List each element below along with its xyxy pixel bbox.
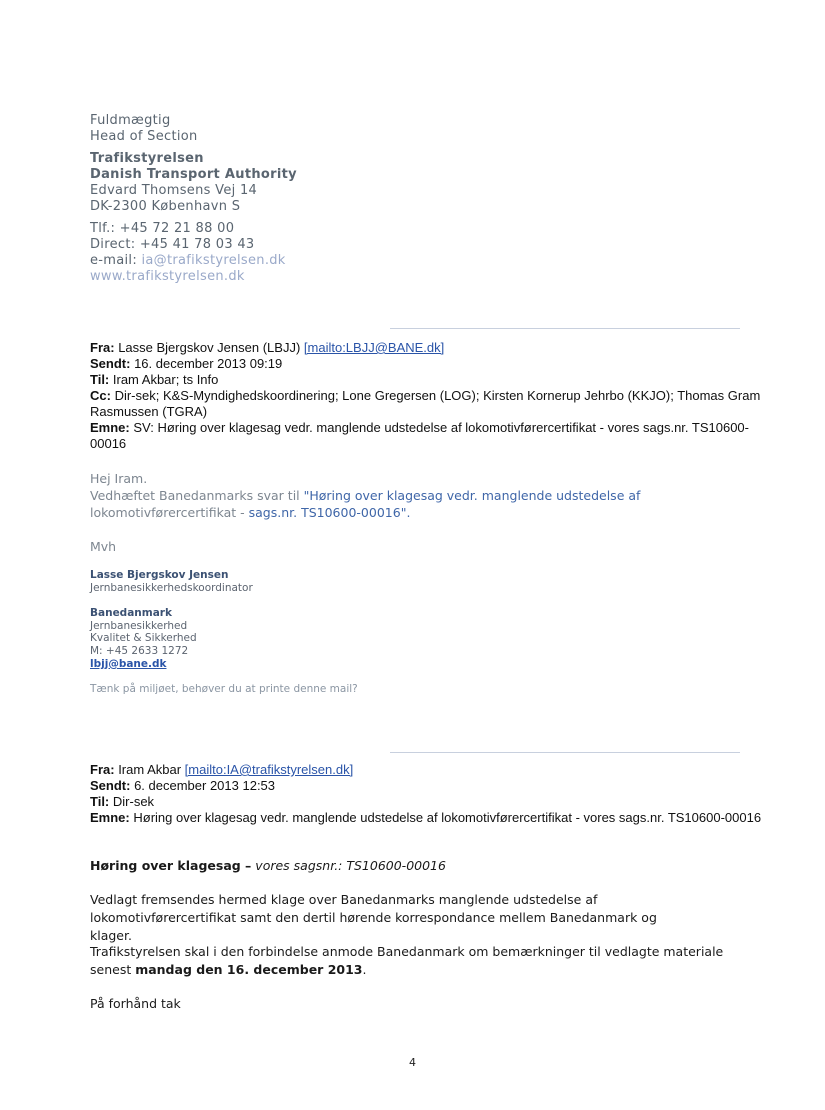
email1-from: Lasse Bjergskov Jensen (LBJJ) xyxy=(118,340,301,355)
email1-text-c: lokomotivførercertifikat - xyxy=(90,505,249,520)
bd-sig-mobile: M: +45 2633 1272 xyxy=(90,644,189,657)
email2-subject-label: Emne: xyxy=(90,810,130,825)
email2-heading xyxy=(90,857,740,875)
ta-signature xyxy=(90,113,297,285)
email2-sent-label: Sendt: xyxy=(90,778,131,793)
email1-from-label: Fra: xyxy=(90,340,115,355)
sig-email-row xyxy=(90,253,297,269)
email1-from-mailto[interactable]: [mailto:LBJJ@BANE.dk] xyxy=(303,340,445,355)
email2-subject: Høring over klagesag vedr. manglende udstedelse af lokomotivførercertifikat - vores sags.nr. TS10600-00016 xyxy=(133,810,762,825)
bd-signature xyxy=(90,569,358,696)
bd-sig-unit: Kvalitet & Sikkerhed xyxy=(90,632,197,645)
bd-sig-name: Lasse Bjergskov Jensen xyxy=(90,569,229,581)
email2-thanks: På forhånd tak xyxy=(90,996,181,1011)
bd-sig-env-note: Tænk på miljøet, behøver du at printe denne mail? xyxy=(90,683,358,696)
email2-para2-deadline: mandag den 16. december 2013 xyxy=(135,962,363,977)
bd-sig-dept: Jernbanesikkerhed xyxy=(90,619,188,632)
email2-para1: Vedlagt fremsendes hermed klage over Banedanmarks manglende udstedelse af lokomotivførercertifikat samt den dertil hørende korrespondance mellem Banedanmark og klager. xyxy=(90,892,657,943)
email1-subject: SV: Høring over klagesag vedr. manglende udstedelse af lokomotivførercertifikat - vores sags.nr. TS10600-00016 xyxy=(90,420,749,451)
email1-greeting: Hej Iram. xyxy=(90,471,148,486)
email1-subject-label: Emne: xyxy=(90,420,130,435)
email1-text xyxy=(90,487,710,521)
bd-sig-role: Jernbanesikkerhedskoordinator xyxy=(90,581,253,594)
email2-to-label: Til: xyxy=(90,794,110,809)
email1-header xyxy=(90,340,770,452)
email2-header xyxy=(90,762,770,826)
email1-body xyxy=(90,470,710,555)
sig-org-en: Danish Transport Authority xyxy=(90,167,297,182)
email1-sent-label: Sendt: xyxy=(90,356,131,371)
email2-para2-text: Trafikstyrelsen skal i den forbindelse anmode Banedanmark om bemærkninger til vedlagte materiale senest xyxy=(90,944,724,977)
email2-para2 xyxy=(90,943,740,979)
sig-web-link[interactable]: www.trafikstyrelsen.dk xyxy=(90,269,245,284)
sig-email-link[interactable]: ia@trafikstyrelsen.dk xyxy=(141,253,286,268)
sig-tel: Tlf.: +45 72 21 88 00 xyxy=(90,221,235,236)
email1-closing: Mvh xyxy=(90,539,117,554)
email2-from-label: Fra: xyxy=(90,762,115,777)
sig-title-da: Fuldmægtig xyxy=(90,113,171,128)
divider-2 xyxy=(390,752,740,753)
sig-city: DK-2300 København S xyxy=(90,199,241,214)
email1-to: Iram Akbar; ts Info xyxy=(112,372,219,387)
email1-text-d: sags.nr. TS10600-00016". xyxy=(248,505,411,520)
email2-sent: 6. december 2013 12:53 xyxy=(134,778,276,793)
page-number: 4 xyxy=(409,1056,416,1069)
email2-heading-bold: Høring over klagesag – xyxy=(90,858,252,873)
sig-direct: Direct: +45 41 78 03 43 xyxy=(90,237,255,252)
email2-from: Iram Akbar xyxy=(118,762,182,777)
email2-heading-italic: vores sagsnr.: TS10600-00016 xyxy=(255,858,446,873)
email2-from-mailto[interactable]: [mailto:IA@trafikstyrelsen.dk] xyxy=(184,762,354,777)
sig-email-label: e-mail: xyxy=(90,253,142,268)
email1-to-label: Til: xyxy=(90,372,110,387)
email1-text-b: "Høring over klagesag vedr. manglende udstedelse af xyxy=(303,488,641,503)
email1-cc-label: Cc: xyxy=(90,388,111,403)
sig-title-en: Head of Section xyxy=(90,129,198,144)
bd-sig-email-link[interactable]: lbjj@bane.dk xyxy=(90,657,167,670)
email2-para2-end: . xyxy=(362,962,367,977)
bd-sig-org: Banedanmark xyxy=(90,607,172,620)
email1-text-a: Vedhæftet Banedanmarks svar til xyxy=(90,488,304,503)
sig-org-da: Trafikstyrelsen xyxy=(90,151,204,166)
email1-sent: 16. december 2013 09:19 xyxy=(134,356,283,371)
email1-cc: Dir-sek; K&S-Myndighedskoordinering; Lone Gregersen (LOG); Kirsten Kornerup Jehrbo (KKJO); Thomas Gram Rasmussen (TGRA) xyxy=(90,388,761,419)
divider-1 xyxy=(390,328,740,329)
sig-street: Edvard Thomsens Vej 14 xyxy=(90,183,258,198)
email2-to: Dir-sek xyxy=(112,794,155,809)
